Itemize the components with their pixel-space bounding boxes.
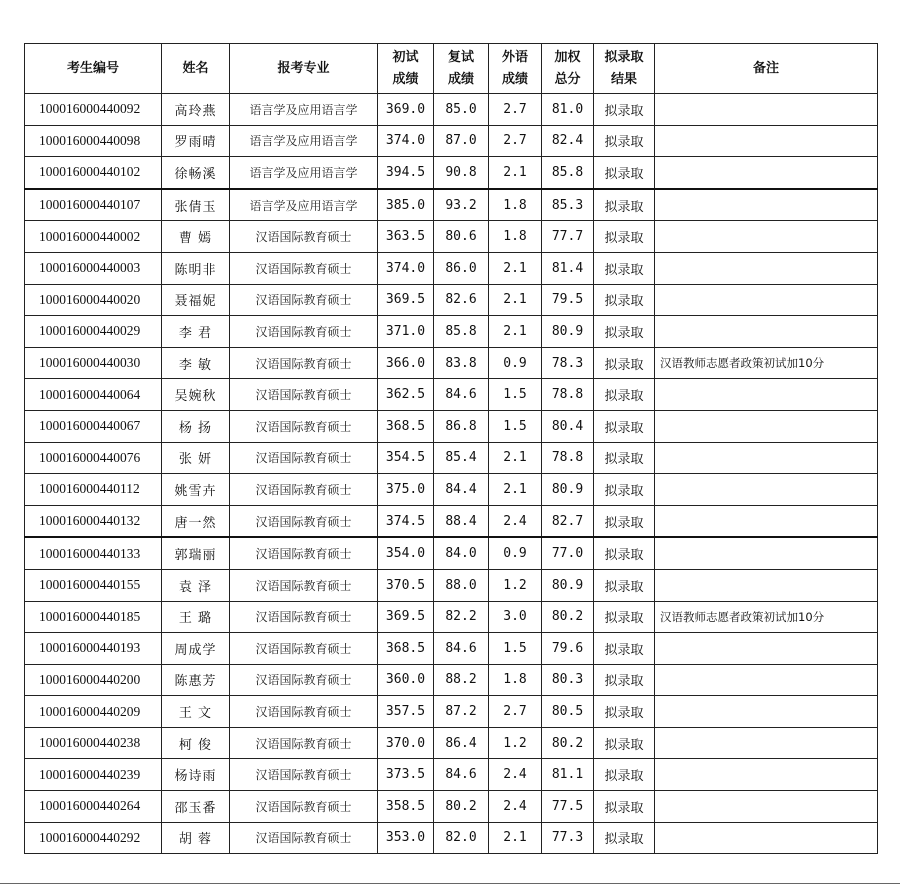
cell-name: 柯 俊 (162, 727, 230, 759)
cell-language-score: 1.8 (489, 221, 542, 253)
cell-prelim-score: 358.5 (378, 791, 434, 823)
cell-remark (655, 569, 878, 601)
cell-name: 袁 泽 (162, 569, 230, 601)
cell-major: 汉语国际教育硕士 (230, 316, 378, 348)
table-row (25, 505, 878, 537)
cell-major: 汉语国际教育硕士 (230, 474, 378, 506)
cell-result: 拟录取 (594, 157, 655, 189)
cell-prelim-score: 366.0 (378, 347, 434, 379)
cell-weighted-total: 81.1 (542, 759, 594, 791)
cell-remark (655, 633, 878, 665)
cell-result: 拟录取 (594, 633, 655, 665)
cell-remark (655, 822, 878, 854)
cell-language-score: 0.9 (489, 537, 542, 569)
cell-prelim-score: 360.0 (378, 664, 434, 696)
cell-retest-score: 90.8 (434, 157, 489, 189)
cell-weighted-total: 80.2 (542, 727, 594, 759)
header-row (25, 44, 878, 94)
header-result-line1: 拟录取 (604, 49, 644, 65)
cell-result: 拟录取 (594, 410, 655, 442)
cell-weighted-total: 77.3 (542, 822, 594, 854)
cell-id: 100016000440132 (25, 505, 162, 537)
cell-language-score: 2.1 (489, 316, 542, 348)
cell-name: 张倩玉 (162, 189, 230, 221)
cell-retest-score: 85.4 (434, 442, 489, 474)
header-prelim-line1: 初试 (392, 49, 419, 65)
cell-prelim-score: 369.0 (378, 94, 434, 126)
cell-name: 李 君 (162, 316, 230, 348)
cell-retest-score: 88.4 (434, 505, 489, 537)
cell-prelim-score: 385.0 (378, 189, 434, 221)
cell-prelim-score: 369.5 (378, 284, 434, 316)
cell-name: 吴婉秋 (162, 379, 230, 411)
header-major: 报考专业 (230, 44, 378, 94)
cell-language-score: 2.4 (489, 759, 542, 791)
cell-name: 邵玉番 (162, 791, 230, 823)
cell-id: 100016000440102 (25, 157, 162, 189)
cell-remark (655, 410, 878, 442)
cell-major: 汉语国际教育硕士 (230, 664, 378, 696)
table-row (25, 727, 878, 759)
cell-prelim-score: 371.0 (378, 316, 434, 348)
cell-language-score: 2.1 (489, 157, 542, 189)
cell-name: 徐畅溪 (162, 157, 230, 189)
cell-retest-score: 84.4 (434, 474, 489, 506)
cell-retest-score: 84.6 (434, 379, 489, 411)
cell-id: 100016000440030 (25, 347, 162, 379)
cell-id: 100016000440185 (25, 601, 162, 633)
cell-major: 汉语国际教育硕士 (230, 633, 378, 665)
cell-id: 100016000440003 (25, 252, 162, 284)
cell-prelim-score: 394.5 (378, 157, 434, 189)
header-retest-line1: 复试 (447, 49, 474, 65)
cell-remark (655, 759, 878, 791)
cell-id: 100016000440092 (25, 94, 162, 126)
cell-retest-score: 84.6 (434, 633, 489, 665)
cell-id: 100016000440002 (25, 221, 162, 253)
cell-language-score: 1.8 (489, 664, 542, 696)
cell-remark (655, 379, 878, 411)
table-row (25, 157, 878, 189)
cell-weighted-total: 81.4 (542, 252, 594, 284)
cell-retest-score: 86.8 (434, 410, 489, 442)
cell-id: 100016000440238 (25, 727, 162, 759)
cell-language-score: 1.2 (489, 569, 542, 601)
cell-remark (655, 537, 878, 569)
cell-weighted-total: 85.8 (542, 157, 594, 189)
cell-result: 拟录取 (594, 474, 655, 506)
cell-remark (655, 252, 878, 284)
cell-weighted-total: 81.0 (542, 94, 594, 126)
cell-prelim-score: 370.0 (378, 727, 434, 759)
table-row (25, 316, 878, 348)
cell-prelim-score: 374.5 (378, 505, 434, 537)
cell-id: 100016000440155 (25, 569, 162, 601)
cell-name: 陈明非 (162, 252, 230, 284)
cell-name: 聂福妮 (162, 284, 230, 316)
cell-retest-score: 85.8 (434, 316, 489, 348)
cell-remark (655, 189, 878, 221)
cell-remark: 汉语教师志愿者政策初试加10分 (655, 601, 878, 633)
cell-language-score: 1.8 (489, 189, 542, 221)
cell-id: 100016000440292 (25, 822, 162, 854)
table-row (25, 569, 878, 601)
admission-table (24, 43, 878, 854)
cell-name: 郭瑞丽 (162, 537, 230, 569)
cell-result: 拟录取 (594, 347, 655, 379)
table-row (25, 664, 878, 696)
cell-remark: 汉语教师志愿者政策初试加10分 (655, 347, 878, 379)
table-row (25, 601, 878, 633)
cell-result: 拟录取 (594, 284, 655, 316)
cell-remark (655, 221, 878, 253)
cell-major: 汉语国际教育硕士 (230, 727, 378, 759)
cell-language-score: 2.1 (489, 442, 542, 474)
cell-name: 陈惠芳 (162, 664, 230, 696)
header-result (594, 44, 655, 94)
cell-major: 语言学及应用语言学 (230, 125, 378, 157)
table-row (25, 791, 878, 823)
cell-id: 100016000440112 (25, 474, 162, 506)
cell-prelim-score: 374.0 (378, 125, 434, 157)
cell-prelim-score: 354.5 (378, 442, 434, 474)
cell-result: 拟录取 (594, 569, 655, 601)
cell-result: 拟录取 (594, 727, 655, 759)
cell-name: 周成学 (162, 633, 230, 665)
cell-prelim-score: 362.5 (378, 379, 434, 411)
cell-name: 杨诗雨 (162, 759, 230, 791)
cell-remark (655, 791, 878, 823)
cell-result: 拟录取 (594, 442, 655, 474)
cell-weighted-total: 78.3 (542, 347, 594, 379)
cell-id: 100016000440264 (25, 791, 162, 823)
cell-language-score: 1.5 (489, 633, 542, 665)
cell-name: 李 敏 (162, 347, 230, 379)
cell-prelim-score: 370.5 (378, 569, 434, 601)
cell-result: 拟录取 (594, 94, 655, 126)
cell-name: 张 妍 (162, 442, 230, 474)
cell-id: 100016000440193 (25, 633, 162, 665)
header-lang-line1: 外语 (501, 49, 528, 65)
cell-result: 拟录取 (594, 316, 655, 348)
cell-weighted-total: 80.9 (542, 569, 594, 601)
cell-weighted-total: 80.9 (542, 316, 594, 348)
cell-major: 汉语国际教育硕士 (230, 537, 378, 569)
cell-id: 100016000440133 (25, 537, 162, 569)
cell-major: 汉语国际教育硕士 (230, 252, 378, 284)
page-bottom-rule (0, 883, 900, 884)
cell-major: 汉语国际教育硕士 (230, 601, 378, 633)
cell-prelim-score: 368.5 (378, 410, 434, 442)
cell-remark (655, 727, 878, 759)
cell-result: 拟录取 (594, 537, 655, 569)
header-weighted-line2: 总分 (554, 71, 581, 87)
cell-weighted-total: 80.4 (542, 410, 594, 442)
cell-weighted-total: 80.2 (542, 601, 594, 633)
cell-retest-score: 86.4 (434, 727, 489, 759)
cell-result: 拟录取 (594, 252, 655, 284)
table-row (25, 696, 878, 728)
cell-weighted-total: 80.9 (542, 474, 594, 506)
cell-remark (655, 157, 878, 189)
cell-retest-score: 82.2 (434, 601, 489, 633)
cell-remark (655, 664, 878, 696)
table-row (25, 189, 878, 221)
cell-weighted-total: 80.3 (542, 664, 594, 696)
cell-name: 姚雪卉 (162, 474, 230, 506)
cell-result: 拟录取 (594, 221, 655, 253)
cell-retest-score: 80.2 (434, 791, 489, 823)
cell-language-score: 2.1 (489, 822, 542, 854)
cell-prelim-score: 369.5 (378, 601, 434, 633)
cell-retest-score: 93.2 (434, 189, 489, 221)
cell-language-score: 2.4 (489, 505, 542, 537)
cell-remark (655, 505, 878, 537)
cell-name: 王 文 (162, 696, 230, 728)
table-row (25, 221, 878, 253)
cell-remark (655, 696, 878, 728)
header-name: 姓名 (162, 44, 230, 94)
cell-remark (655, 284, 878, 316)
cell-weighted-total: 79.5 (542, 284, 594, 316)
cell-result: 拟录取 (594, 379, 655, 411)
cell-weighted-total: 82.4 (542, 125, 594, 157)
cell-id: 100016000440029 (25, 316, 162, 348)
cell-name: 胡 蓉 (162, 822, 230, 854)
cell-retest-score: 82.0 (434, 822, 489, 854)
table-row (25, 94, 878, 126)
cell-language-score: 2.7 (489, 125, 542, 157)
table-row (25, 379, 878, 411)
header-weighted-line1: 加权 (554, 49, 581, 65)
table-row (25, 537, 878, 569)
header-lang (489, 44, 542, 94)
cell-language-score: 0.9 (489, 347, 542, 379)
cell-major: 汉语国际教育硕士 (230, 759, 378, 791)
cell-prelim-score: 375.0 (378, 474, 434, 506)
table-row (25, 125, 878, 157)
cell-major: 汉语国际教育硕士 (230, 379, 378, 411)
cell-prelim-score: 374.0 (378, 252, 434, 284)
header-weighted (542, 44, 594, 94)
cell-major: 汉语国际教育硕士 (230, 569, 378, 601)
table-row (25, 822, 878, 854)
cell-weighted-total: 79.6 (542, 633, 594, 665)
cell-prelim-score: 354.0 (378, 537, 434, 569)
cell-id: 100016000440239 (25, 759, 162, 791)
table-row (25, 759, 878, 791)
table-row (25, 474, 878, 506)
cell-weighted-total: 82.7 (542, 505, 594, 537)
cell-retest-score: 88.2 (434, 664, 489, 696)
cell-language-score: 1.2 (489, 727, 542, 759)
header-lang-line2: 成绩 (501, 71, 528, 87)
cell-retest-score: 80.6 (434, 221, 489, 253)
table-row (25, 252, 878, 284)
table-row (25, 442, 878, 474)
cell-major: 汉语国际教育硕士 (230, 347, 378, 379)
cell-major: 汉语国际教育硕士 (230, 696, 378, 728)
cell-id: 100016000440020 (25, 284, 162, 316)
cell-prelim-score: 373.5 (378, 759, 434, 791)
cell-result: 拟录取 (594, 822, 655, 854)
cell-retest-score: 83.8 (434, 347, 489, 379)
cell-language-score: 1.5 (489, 410, 542, 442)
cell-language-score: 2.1 (489, 284, 542, 316)
cell-major: 汉语国际教育硕士 (230, 410, 378, 442)
cell-result: 拟录取 (594, 696, 655, 728)
cell-weighted-total: 77.7 (542, 221, 594, 253)
cell-language-score: 3.0 (489, 601, 542, 633)
cell-prelim-score: 357.5 (378, 696, 434, 728)
cell-id: 100016000440209 (25, 696, 162, 728)
cell-weighted-total: 78.8 (542, 379, 594, 411)
cell-result: 拟录取 (594, 759, 655, 791)
cell-name: 杨 扬 (162, 410, 230, 442)
cell-major: 汉语国际教育硕士 (230, 791, 378, 823)
cell-weighted-total: 77.0 (542, 537, 594, 569)
cell-name: 高玲燕 (162, 94, 230, 126)
cell-id: 100016000440064 (25, 379, 162, 411)
cell-major: 汉语国际教育硕士 (230, 442, 378, 474)
header-retest (434, 44, 489, 94)
cell-result: 拟录取 (594, 601, 655, 633)
header-id: 考生编号 (25, 44, 162, 94)
cell-language-score: 2.1 (489, 252, 542, 284)
cell-remark (655, 316, 878, 348)
cell-major: 语言学及应用语言学 (230, 189, 378, 221)
cell-remark (655, 125, 878, 157)
cell-prelim-score: 363.5 (378, 221, 434, 253)
cell-major: 汉语国际教育硕士 (230, 822, 378, 854)
cell-result: 拟录取 (594, 189, 655, 221)
cell-retest-score: 85.0 (434, 94, 489, 126)
cell-result: 拟录取 (594, 791, 655, 823)
cell-name: 唐一然 (162, 505, 230, 537)
table-body (25, 94, 878, 854)
cell-retest-score: 88.0 (434, 569, 489, 601)
cell-weighted-total: 77.5 (542, 791, 594, 823)
cell-language-score: 2.7 (489, 94, 542, 126)
cell-language-score: 2.7 (489, 696, 542, 728)
cell-remark (655, 442, 878, 474)
cell-id: 100016000440076 (25, 442, 162, 474)
cell-retest-score: 87.0 (434, 125, 489, 157)
cell-major: 汉语国际教育硕士 (230, 505, 378, 537)
cell-major: 汉语国际教育硕士 (230, 221, 378, 253)
cell-weighted-total: 80.5 (542, 696, 594, 728)
cell-retest-score: 87.2 (434, 696, 489, 728)
cell-id: 100016000440107 (25, 189, 162, 221)
cell-language-score: 2.1 (489, 474, 542, 506)
cell-retest-score: 86.0 (434, 252, 489, 284)
cell-name: 曹 嫣 (162, 221, 230, 253)
cell-prelim-score: 368.5 (378, 633, 434, 665)
cell-id: 100016000440067 (25, 410, 162, 442)
cell-language-score: 1.5 (489, 379, 542, 411)
cell-prelim-score: 353.0 (378, 822, 434, 854)
cell-result: 拟录取 (594, 664, 655, 696)
cell-remark (655, 474, 878, 506)
cell-weighted-total: 78.8 (542, 442, 594, 474)
cell-name: 罗雨晴 (162, 125, 230, 157)
cell-remark (655, 94, 878, 126)
cell-language-score: 2.4 (489, 791, 542, 823)
header-prelim (378, 44, 434, 94)
table-row (25, 633, 878, 665)
cell-id: 100016000440098 (25, 125, 162, 157)
table-row (25, 347, 878, 379)
cell-retest-score: 84.0 (434, 537, 489, 569)
cell-result: 拟录取 (594, 125, 655, 157)
cell-major: 汉语国际教育硕士 (230, 284, 378, 316)
cell-name: 王 璐 (162, 601, 230, 633)
cell-retest-score: 84.6 (434, 759, 489, 791)
cell-id: 100016000440200 (25, 664, 162, 696)
table-row (25, 410, 878, 442)
cell-major: 语言学及应用语言学 (230, 94, 378, 126)
header-remark: 备注 (655, 44, 878, 94)
cell-weighted-total: 85.3 (542, 189, 594, 221)
header-retest-line2: 成绩 (447, 71, 474, 87)
cell-retest-score: 82.6 (434, 284, 489, 316)
header-result-line2: 结果 (610, 71, 637, 87)
table-row (25, 284, 878, 316)
header-prelim-line2: 成绩 (392, 71, 419, 87)
cell-result: 拟录取 (594, 505, 655, 537)
cell-major: 语言学及应用语言学 (230, 157, 378, 189)
